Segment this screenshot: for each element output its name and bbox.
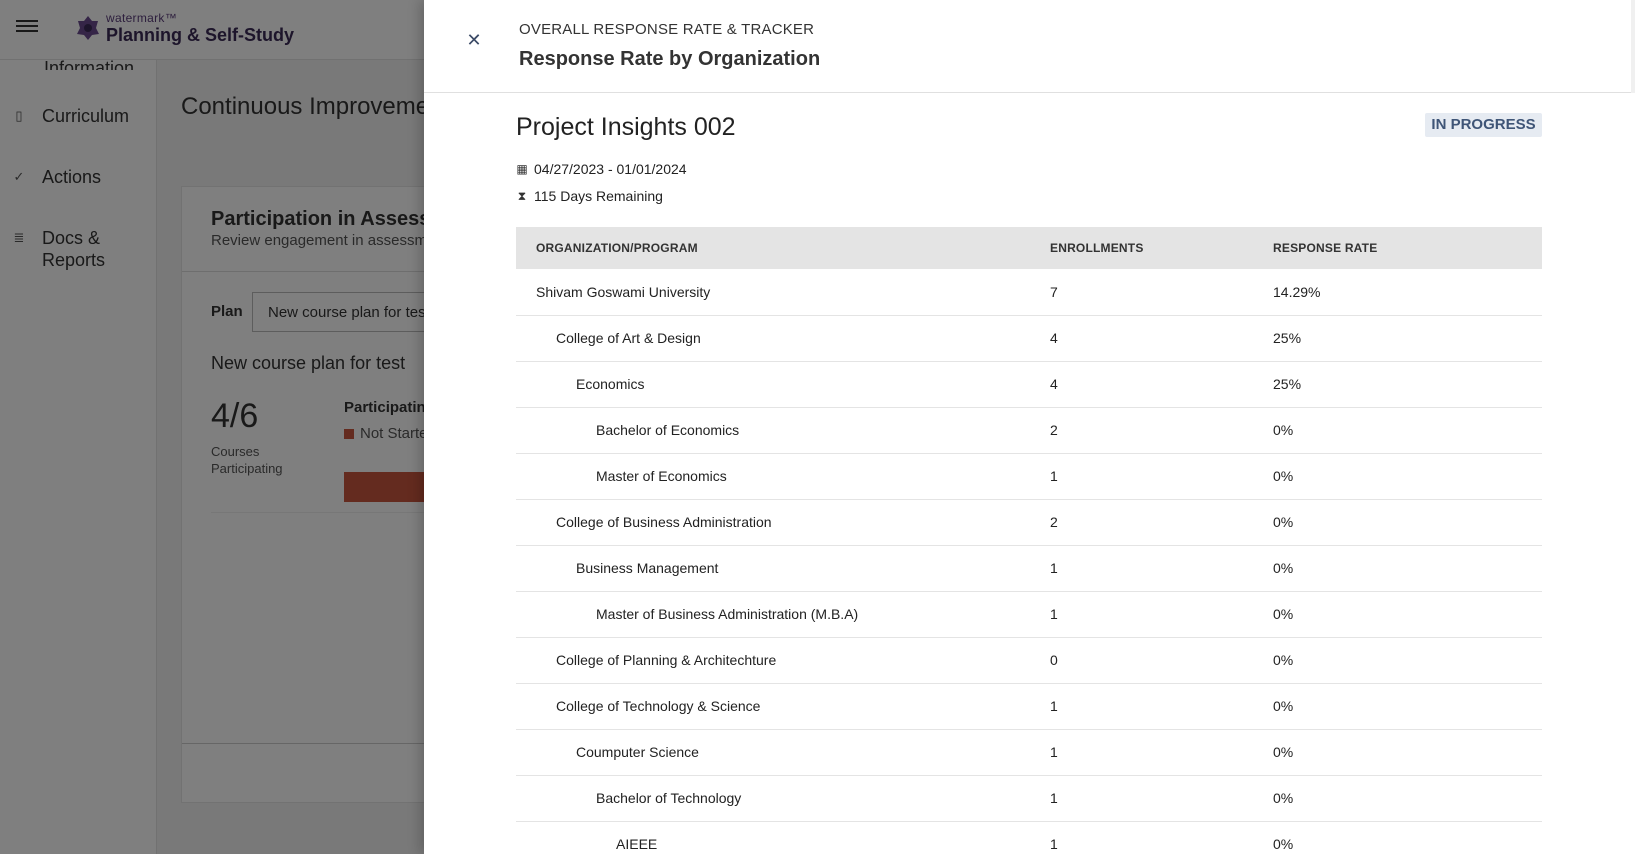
cell-response-rate: 0% [1273, 407, 1542, 453]
cell-response-rate: 0% [1273, 499, 1542, 545]
cell-organization: AIEEE [516, 821, 1050, 854]
cell-enrollments: 1 [1050, 775, 1273, 821]
table-row [516, 729, 1542, 775]
cell-enrollments: 0 [1050, 637, 1273, 683]
table-row [516, 683, 1542, 729]
table-row [516, 545, 1542, 591]
drawer-eyebrow: OVERALL RESPONSE RATE & TRACKER [519, 21, 815, 38]
cell-organization: College of Technology & Science [516, 683, 1050, 729]
table-row [516, 269, 1542, 315]
cell-enrollments: 4 [1050, 361, 1273, 407]
cell-response-rate: 25% [1273, 361, 1542, 407]
cell-response-rate: 0% [1273, 683, 1542, 729]
response-rate-drawer [424, 0, 1635, 854]
table-header-row [516, 227, 1542, 269]
table-row [516, 499, 1542, 545]
column-header-response-rate: RESPONSE RATE [1273, 227, 1542, 269]
close-button[interactable] [464, 30, 484, 50]
cell-organization: Shivam Goswami University [516, 269, 1050, 315]
table-row [516, 453, 1542, 499]
close-icon: ✕ [466, 30, 482, 50]
cell-response-rate: 14.29% [1273, 269, 1542, 315]
cell-enrollments: 1 [1050, 591, 1273, 637]
column-header-organization: ORGANIZATION/PROGRAM [516, 227, 1050, 269]
table-row [516, 775, 1542, 821]
cell-organization: College of Art & Design [516, 315, 1050, 361]
cell-response-rate: 0% [1273, 591, 1542, 637]
date-range [516, 161, 687, 177]
table-row [516, 361, 1542, 407]
cell-organization: Master of Economics [516, 453, 1050, 499]
cell-organization: College of Planning & Architechture [516, 637, 1050, 683]
drawer-title: Response Rate by Organization [519, 48, 821, 70]
table-row [516, 407, 1542, 453]
cell-organization: Business Management [516, 545, 1050, 591]
cell-enrollments: 1 [1050, 729, 1273, 775]
cell-enrollments: 1 [1050, 453, 1273, 499]
cell-enrollments: 4 [1050, 315, 1273, 361]
date-range-text: 04/27/2023 - 01/01/2024 [534, 161, 687, 177]
hourglass-icon: ⧗ [517, 189, 527, 203]
calendar-icon: ▦ [516, 162, 528, 176]
cell-organization: Economics [516, 361, 1050, 407]
cell-enrollments: 2 [1050, 499, 1273, 545]
cell-response-rate: 0% [1273, 775, 1542, 821]
cell-enrollments: 1 [1050, 545, 1273, 591]
table-row [516, 821, 1542, 854]
scrollbar[interactable] [1631, 0, 1635, 93]
table-row [516, 315, 1542, 361]
table-row [516, 591, 1542, 637]
status-badge: IN PROGRESS [1425, 113, 1542, 137]
cell-response-rate: 0% [1273, 637, 1542, 683]
cell-response-rate: 0% [1273, 729, 1542, 775]
cell-enrollments: 1 [1050, 683, 1273, 729]
column-header-enrollments: ENROLLMENTS [1050, 227, 1273, 269]
cell-organization: Coumputer Science [516, 729, 1050, 775]
cell-organization: College of Business Administration [516, 499, 1050, 545]
cell-enrollments: 2 [1050, 407, 1273, 453]
cell-response-rate: 0% [1273, 821, 1542, 854]
project-name: Project Insights 002 [516, 113, 736, 141]
days-remaining [516, 188, 663, 204]
cell-response-rate: 0% [1273, 453, 1542, 499]
cell-organization: Master of Business Administration (M.B.A) [516, 591, 1050, 637]
table-row [516, 637, 1542, 683]
cell-enrollments: 7 [1050, 269, 1273, 315]
days-remaining-text: 115 Days Remaining [534, 188, 663, 204]
cell-response-rate: 0% [1273, 545, 1542, 591]
cell-response-rate: 25% [1273, 315, 1542, 361]
cell-organization: Bachelor of Economics [516, 407, 1050, 453]
drawer-header [424, 0, 1635, 93]
cell-organization: Bachelor of Technology [516, 775, 1050, 821]
response-rate-table [516, 227, 1542, 854]
cell-enrollments: 1 [1050, 821, 1273, 854]
